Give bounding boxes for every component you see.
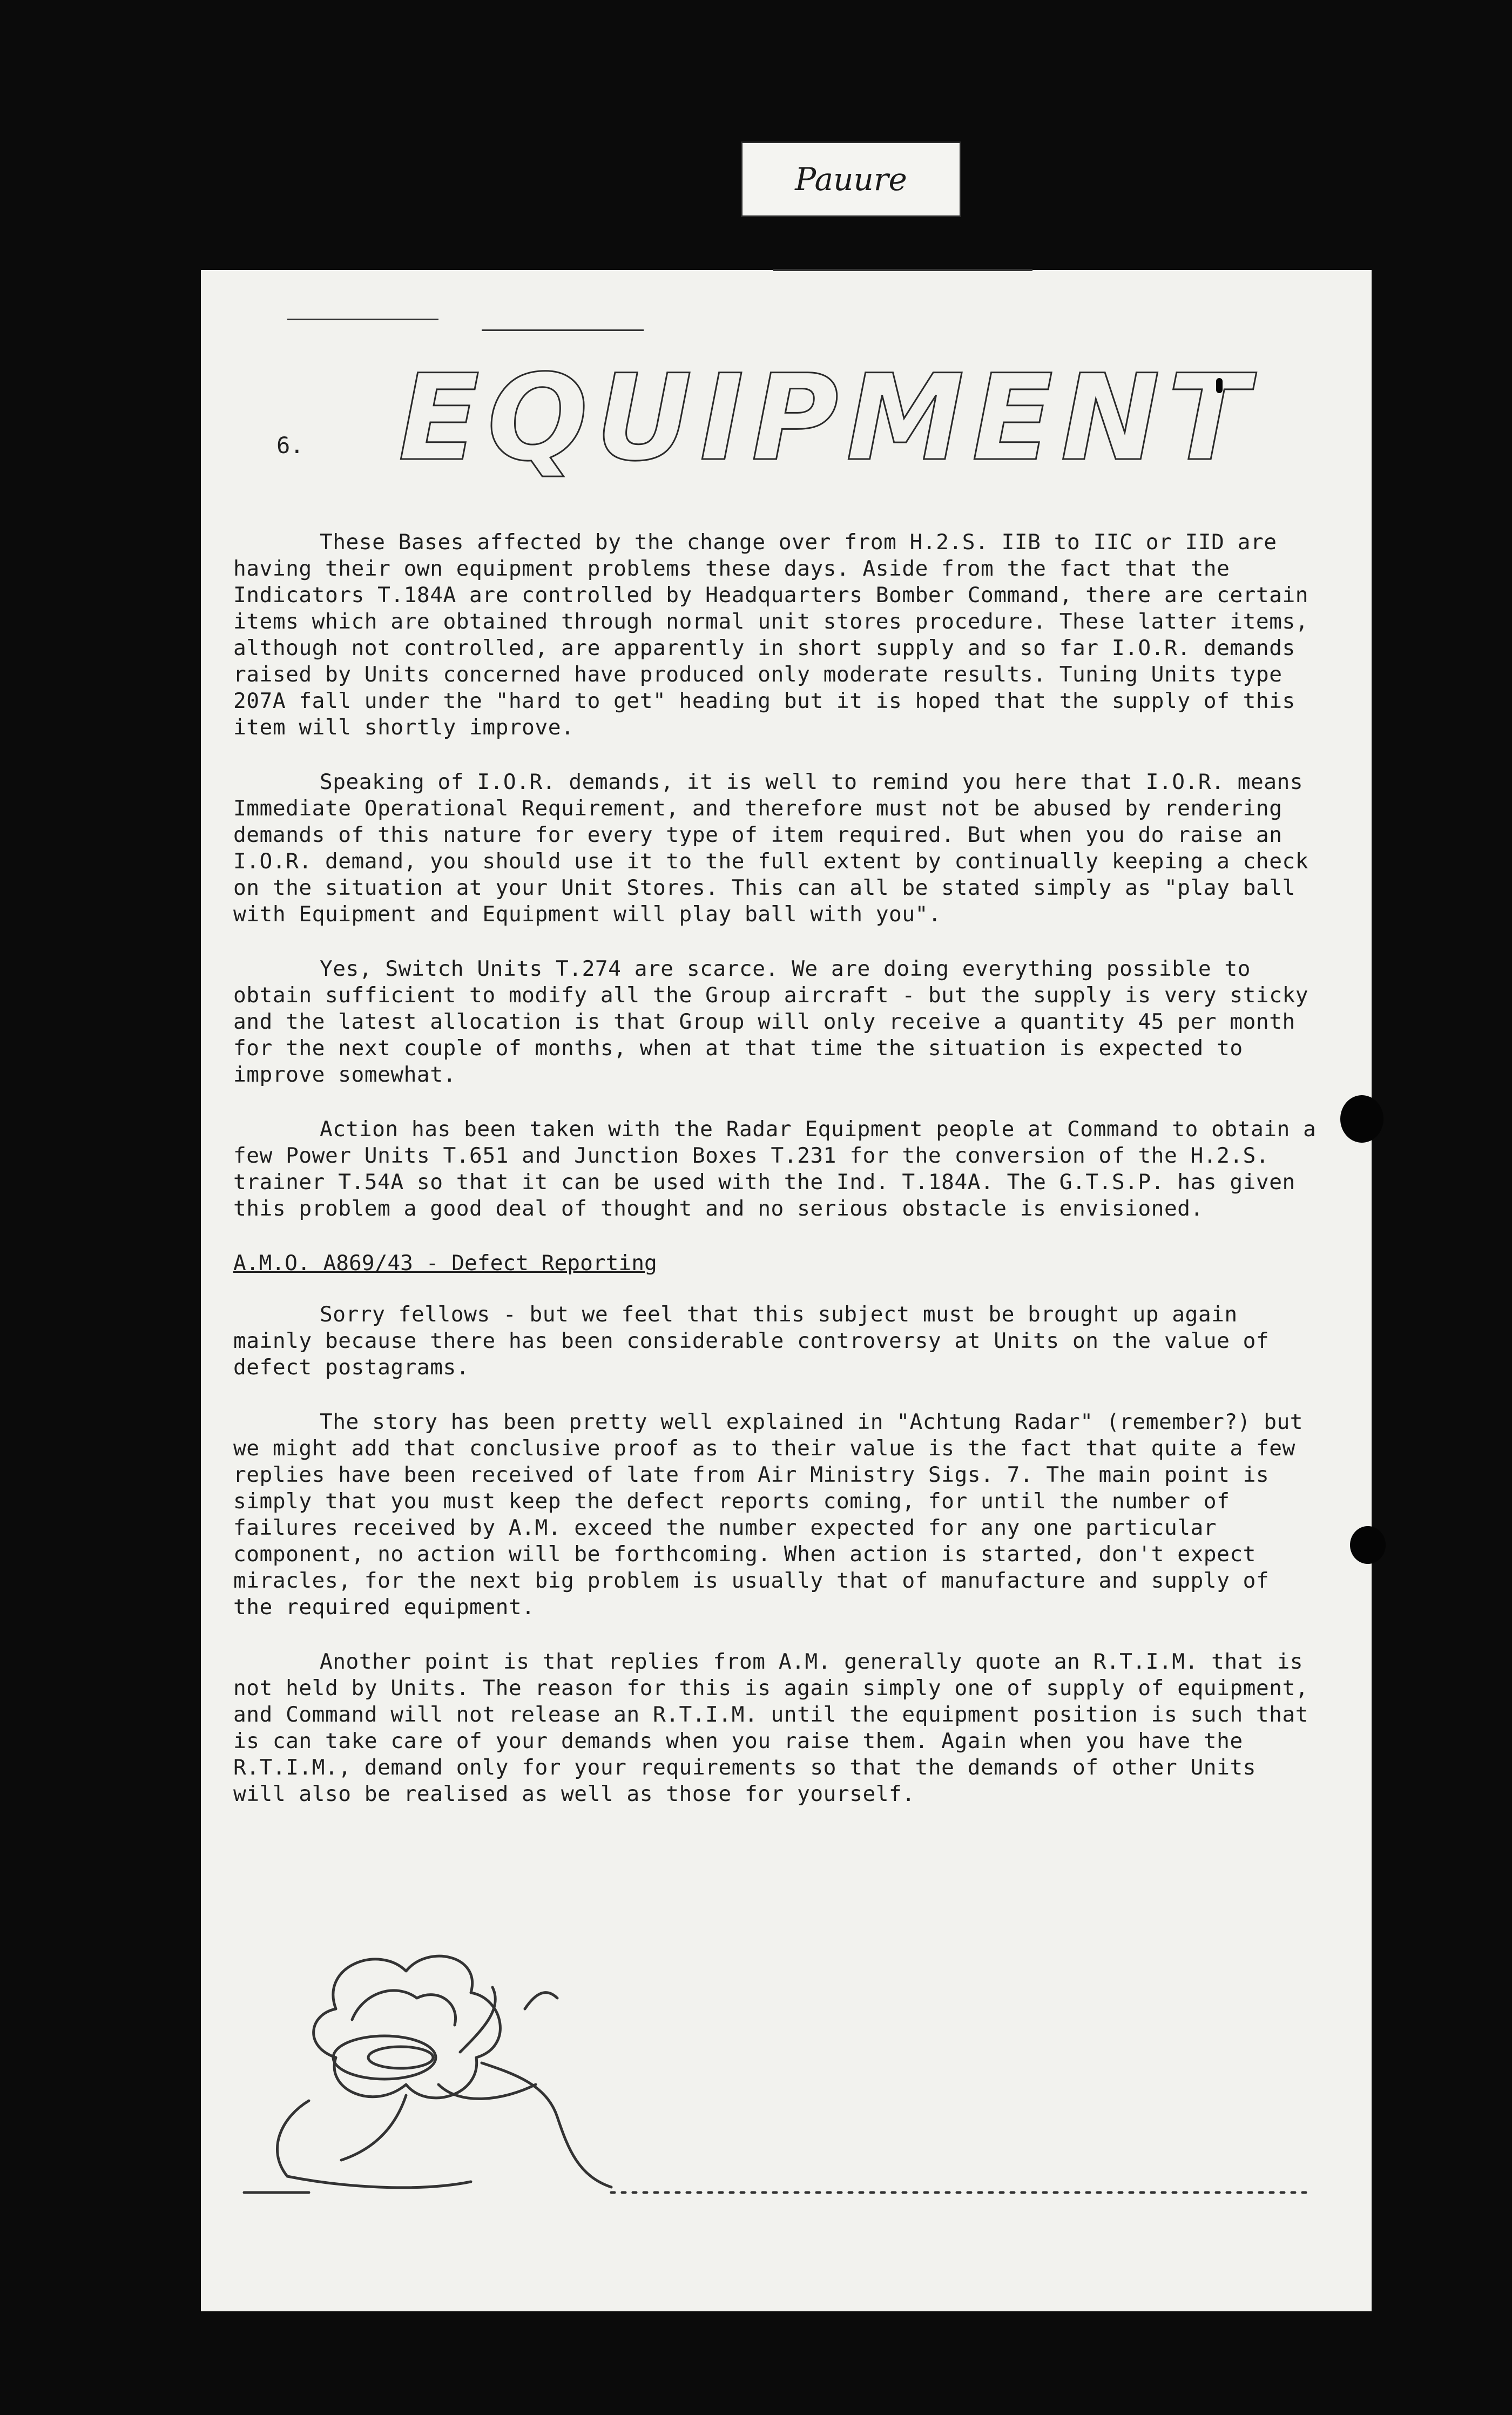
paragraph-bases: These Bases affected by the change over from H.2.S. IIB to IIC or IID are having their own equipment problems these days. Aside from the fact that the Indicators T.184A are controlled by Headquarters Bomber Command, there are certain items which are obtained through normal unit stores procedure. These latter items, although not controlled, are apparently in short supply and so far I.O.R. demands raised by Units concerned have produced only moderate results. Tuning Units type 207A fall under the "hard to get" heading but it is hoped that the supply of this item will shortly improve.	[233, 530, 1309, 740]
ink-blot	[1350, 1526, 1386, 1564]
paragraph-switch-units: Yes, Switch Units T.274 are scarce. We are doing everything possible to obtain sufficient to modify all the Group aircraft - but the supply is very sticky and the latest allocation is that Group will only receive a quantity 45 per month for the next couple of months, when at that time the situation is expected to improve somewhat.	[233, 956, 1309, 1087]
smudge	[287, 319, 438, 320]
smudge	[773, 269, 1032, 271]
paragraph-ior-demands: Speaking of I.O.R. demands, it is well to remind you here that I.O.R. means Immediate Operational Requirement, and therefore must not be abused by rendering demands of this nature for every type of item required. But when you do raise an I.O.R. demand, you should use it to the full extent by continually keeping a check on the situation at your Unit Stores. This can all be stated simply as "play ball with Equipment and Equipment will play ball with you".	[233, 770, 1309, 927]
archive-label-text: Pauure	[795, 161, 907, 198]
smudge	[482, 329, 644, 331]
archive-label	[741, 141, 961, 217]
paragraph-radar-equipment: Action has been taken with the Radar Equipment people at Command to obtain a few Power Units T.651 and Junction Boxes T.231 for the conversion of the H.2.S. trainer T.54A so that it can be used with the Ind. T.184A. The G.T.S.P. has given this problem a good deal of thought and no serious obstacle is envisioned.	[233, 1117, 1317, 1221]
heading-text: EQUIPMENT	[398, 351, 1257, 487]
paragraph-rtim: Another point is that replies from A.M. generally quote an R.T.I.M. that is not held by Units. The reason for this is again simply one of supply of equipment, and Command will not release an R.T.I.M. until the equipment position is such that is can take care of your demands when you raise them. Again when you have the R.T.I.M., demand only for your requirements so that the demands of other Units will also be realised as well as those for yourself.	[233, 1649, 1309, 1806]
cartoon-drawing	[201, 1922, 1372, 2225]
page-number: 6.	[276, 432, 304, 458]
paragraph-defect-postagrams: Sorry fellows - but we feel that this subject must be brought up again mainly because there has been considerable controversy at Units on the value of defect postagrams.	[233, 1302, 1270, 1380]
paragraph-achtung-radar: The story has been pretty well explained in "Achtung Radar" (remember?) but we might add that conclusive proof as to their value is the fact that quite a few replies have been received of late from Air Ministry Sigs. 7. The main point is simply that you must keep the defect reports coming, for until the number of failures received by A.M. exceed the number expected for any one particular component, no action will be forthcoming. When action is started, don't expect miracles, for the next big problem is usually that of manufacture and supply of the required equipment.	[233, 1409, 1304, 1620]
page-heading	[309, 351, 1324, 491]
ink-blot	[1340, 1095, 1383, 1143]
section-heading: A.M.O. A869/43 - Defect Reporting	[233, 1251, 657, 1276]
document-page	[201, 270, 1372, 2311]
article-body	[233, 529, 1319, 1836]
